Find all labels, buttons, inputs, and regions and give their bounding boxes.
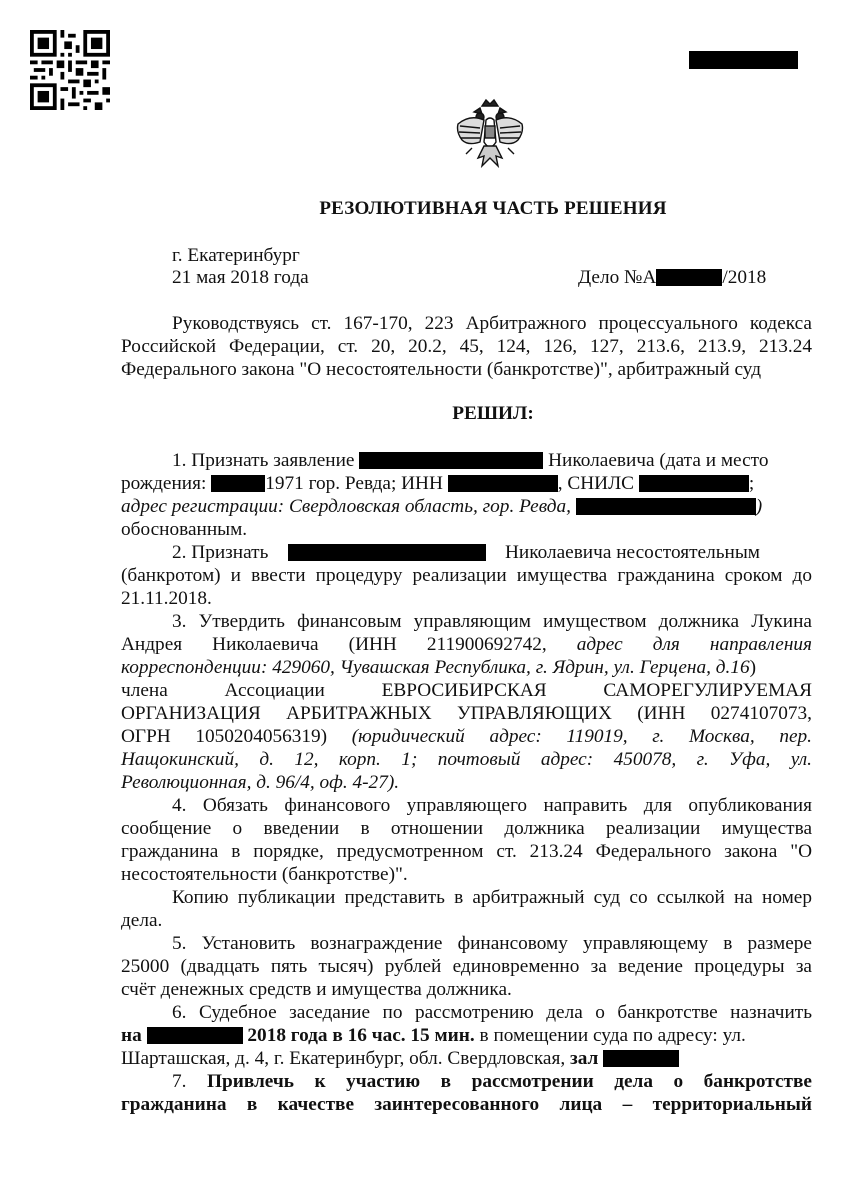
- text: 1. Признать заявление: [172, 450, 355, 471]
- text: , СНИЛС: [557, 473, 635, 494]
- paragraph-3-line-4: члена Ассоциации ЕВРОСИБИРСКАЯ САМОРЕГУЛИРУЕМАЯ: [121, 680, 812, 701]
- paragraph-3-line-1: 3. Утвердить финансовым управляющим имуществом должника Лукина: [172, 611, 812, 632]
- redaction-block: [656, 269, 722, 286]
- text: Привлечь к участию в рассмотрении дела о банкротстве: [207, 1071, 812, 1092]
- paragraph-3-line-6: [121, 726, 812, 749]
- case-number: [578, 267, 766, 290]
- text: на: [121, 1025, 142, 1046]
- paragraph-3-line-7: Нащокинский, д. 12, корп. 1; почтовый адрес: 450078, г. Уфа, ул.: [121, 749, 812, 770]
- redaction-block: [359, 452, 543, 469]
- paragraph-3-line-3: [121, 657, 812, 680]
- redaction-block: [639, 475, 749, 492]
- paragraph-2-line-3: 21.11.2018.: [121, 588, 212, 609]
- redaction-block: [689, 51, 798, 69]
- paragraph-2-line-1: [172, 542, 812, 565]
- paragraph-5-line-3: счёт денежных средств и имущества должника.: [121, 979, 512, 1000]
- coat-of-arms-icon: [452, 98, 528, 172]
- redaction-block: [603, 1050, 679, 1067]
- text: адрес для направления: [576, 634, 813, 655]
- redaction-block: [576, 498, 756, 515]
- city: г. Екатеринбург: [172, 245, 300, 266]
- paragraph-4-line-6: дела.: [121, 910, 163, 931]
- decided-heading: РЕШИЛ:: [452, 403, 534, 424]
- paragraph-4-line-4: несостоятельности (банкротстве)".: [121, 864, 408, 885]
- case-suffix: /2018: [722, 267, 767, 288]
- paragraph-7-line-2: гражданина в качестве заинтересованного лица – территориальный: [121, 1094, 812, 1115]
- paragraph-6-line-3: [121, 1048, 812, 1071]
- paragraph-4-line-1: 4. Обязать финансового управляющего направить для опубликования: [172, 795, 812, 816]
- paragraph-1-line-2: [121, 473, 812, 496]
- paragraph-1-line-1: [172, 450, 812, 473]
- intro-line: Федерального закона "О несостоятельности (банкротстве)", арбитражный суд: [121, 359, 762, 380]
- text: 1971 гор. Ревда; ИНН: [265, 473, 443, 494]
- paragraph-3-line-5: ОРГАНИЗАЦИЯ АРБИТРАЖНЫХ УПРАВЛЯЮЩИХ (ИНН 0274107073,: [121, 703, 812, 724]
- paragraph-5-line-2: 25000 (двадцать пять тысяч) рублей единовременно за ведение процедуры за: [121, 956, 812, 977]
- text: зал: [569, 1048, 599, 1069]
- paragraph-4-line-2: сообщение о введении в отношении должника реализации имущества: [121, 818, 812, 839]
- document-title: РЕЗОЛЮТИВНАЯ ЧАСТЬ РЕШЕНИЯ: [319, 198, 667, 219]
- paragraph-7-line-1: [121, 1071, 812, 1094]
- paragraph-4-line-3: гражданина в порядке, предусмотренном ст. 213.24 Федерального закона "О: [121, 841, 812, 862]
- paragraph-4-line-5: Копию публикации представить в арбитражный суд со ссылкой на номер: [172, 887, 812, 908]
- text: Шарташская, д. 4, г. Екатеринбург, обл. Свердловская,: [121, 1048, 566, 1069]
- text: корреспонденции: 429060, Чувашская Республика, г. Ядрин, ул. Герцена, д.16: [121, 657, 750, 678]
- redaction-block: [448, 475, 558, 492]
- paragraph-6-line-2: [121, 1025, 812, 1048]
- text: 2. Признать: [172, 542, 269, 563]
- redaction-block: [147, 1027, 243, 1044]
- qr-code-icon: [30, 30, 110, 110]
- redaction-block: [211, 475, 265, 492]
- text: ОГРН 1050204056319): [121, 726, 328, 747]
- text: ): [755, 496, 763, 517]
- text: Николаевича (дата и место: [548, 450, 769, 471]
- redaction-block: [288, 544, 486, 561]
- text: Николаевича несостоятельным: [504, 542, 760, 563]
- paragraph-3-line-8: Революционная, д. 96/4, оф. 4-27).: [121, 772, 400, 793]
- paragraph-2-line-2: (банкротом) и ввести процедуру реализации имущества гражданина сроком до: [121, 565, 812, 586]
- text: адрес регистрации: Свердловская область, гор. Ревда,: [121, 496, 571, 517]
- decision-date: 21 мая 2018 года: [172, 267, 309, 288]
- paragraph-1-line-4: обоснованным.: [121, 519, 248, 540]
- text: в помещении суда по адресу: ул.: [479, 1025, 746, 1046]
- text: ): [749, 657, 756, 678]
- text: ;: [748, 473, 755, 494]
- intro-line: Российской Федерации, ст. 20, 20.2, 45, 124, 126, 127, 213.6, 213.9, 213.24: [121, 336, 812, 357]
- case-prefix: Дело №А: [578, 267, 657, 288]
- intro-line: Руководствуясь ст. 167-170, 223 Арбитражного процессуального кодекса: [172, 313, 812, 334]
- text: 7.: [172, 1071, 187, 1092]
- paragraph-5-line-1: 5. Установить вознаграждение финансовому управляющему в размере: [172, 933, 812, 954]
- text: 2018 года в 16 час. 15 мин.: [247, 1025, 475, 1046]
- text: рождения:: [121, 473, 207, 494]
- text: Андрея Николаевича (ИНН 211900692742,: [121, 634, 547, 655]
- paragraph-3-line-2: [121, 634, 812, 657]
- paragraph-6-line-1: 6. Судебное заседание по рассмотрению дела о банкротстве назначить: [172, 1002, 812, 1023]
- text: (юридический адрес: 119019, г. Москва, пер.: [351, 726, 812, 747]
- paragraph-1-line-3: [121, 496, 812, 519]
